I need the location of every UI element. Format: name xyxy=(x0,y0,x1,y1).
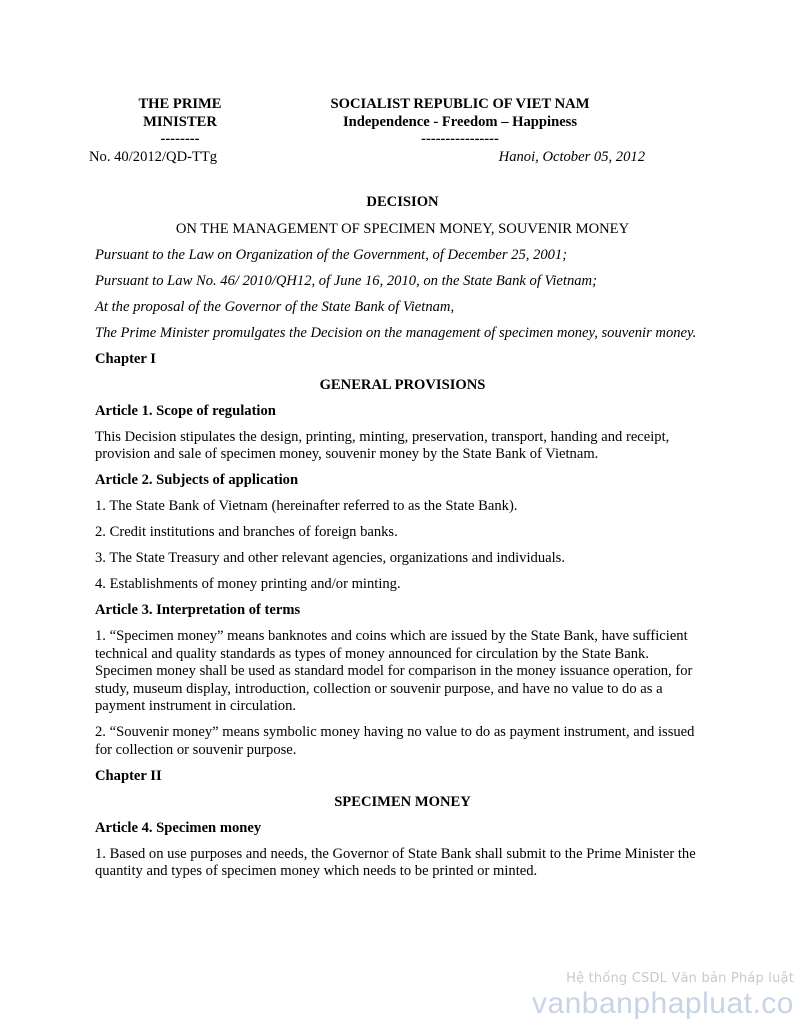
issuer-line1: THE PRIME xyxy=(138,96,222,112)
site-watermark xyxy=(532,970,794,1022)
preamble-line: Pursuant to the Law on Organization of the Government, of December 25, 2001; xyxy=(95,246,568,263)
document-page xyxy=(89,96,710,881)
chapter-label: Chapter I xyxy=(95,350,156,367)
issuer-line2: MINISTER xyxy=(143,113,217,130)
article-item: 2. Credit institutions and branches of foreign banks. xyxy=(95,524,398,540)
article-paragraph: This Decision stipulates the design, printing, minting, preservation, transport, handing and receipt, provision and sale of specimen money, souvenir money by the State Bank of Vietnam. xyxy=(95,428,670,462)
chapter-title: GENERAL PROVISIONS xyxy=(319,376,486,393)
decision-title: DECISION xyxy=(366,194,439,210)
article-item: 2. “Souvenir money” means symbolic money having no value to do as payment instrument, and issued for collection or souvenir purpose. xyxy=(95,724,695,758)
motto: Independence - Freedom – Happiness xyxy=(342,113,578,130)
article-heading: Article 3. Interpretation of terms xyxy=(95,602,301,618)
article-heading: Article 2. Subjects of application xyxy=(95,472,299,488)
chapter-title: SPECIMEN MONEY xyxy=(334,793,471,810)
national-heading xyxy=(300,96,645,165)
preamble-line: Pursuant to Law No. 46/ 2010/QH12, of June 16, 2010, on the State Bank of Vietnam; xyxy=(95,272,597,289)
article-heading: Article 1. Scope of regulation xyxy=(95,402,276,419)
document-header xyxy=(89,96,710,168)
article-item: 1. “Specimen money” means banknotes and coins which are issued by the State Bank, have sufficient technical and quality standards as types of money announced for circulation by the State Bank. Specimen money shall be used as standard model for comparison in the money issuance operation, for study, museum display, introduction, collection or souvenir purpose, and have no value to do as a payment instrument in circulation. xyxy=(95,628,693,714)
article-item: 1. The State Bank of Vietnam (hereinafter referred to as the State Bank). xyxy=(95,498,518,514)
issuer-rule: -------- xyxy=(160,131,200,147)
country-name: SOCIALIST REPUBLIC OF VIET NAM xyxy=(330,96,590,112)
article-item: 3. The State Treasury and other relevant agencies, organizations and individuals. xyxy=(95,550,565,566)
article-item: 4. Establishments of money printing and/or minting. xyxy=(95,576,401,592)
article-heading: Article 4. Specimen money xyxy=(95,819,262,836)
watermark-domain: vanbanphapluat.co xyxy=(531,987,794,1020)
chapter-label: Chapter II xyxy=(95,767,162,784)
decision-subtitle: ON THE MANAGEMENT OF SPECIMEN MONEY, SOUVENIR MONEY xyxy=(175,220,630,237)
preamble-line: At the proposal of the Governor of the State Bank of Vietnam, xyxy=(95,298,455,315)
issue-date: Hanoi, October 05, 2012 xyxy=(498,149,645,165)
preamble-line: The Prime Minister promulgates the Decision on the management of specimen money, souvenir money. xyxy=(95,324,697,341)
issuer-block xyxy=(89,96,265,165)
watermark-caption: Hệ thống CSDL Văn bản Pháp luật xyxy=(566,970,794,986)
article-item: 1. Based on use purposes and needs, the Governor of State Bank shall submit to the Prime Minister the quantity and types of specimen money which needs to be printed or minted. xyxy=(95,845,696,879)
document-number: No. 40/2012/QD-TTg xyxy=(89,149,218,165)
motto-rule: ---------------- xyxy=(421,131,499,147)
